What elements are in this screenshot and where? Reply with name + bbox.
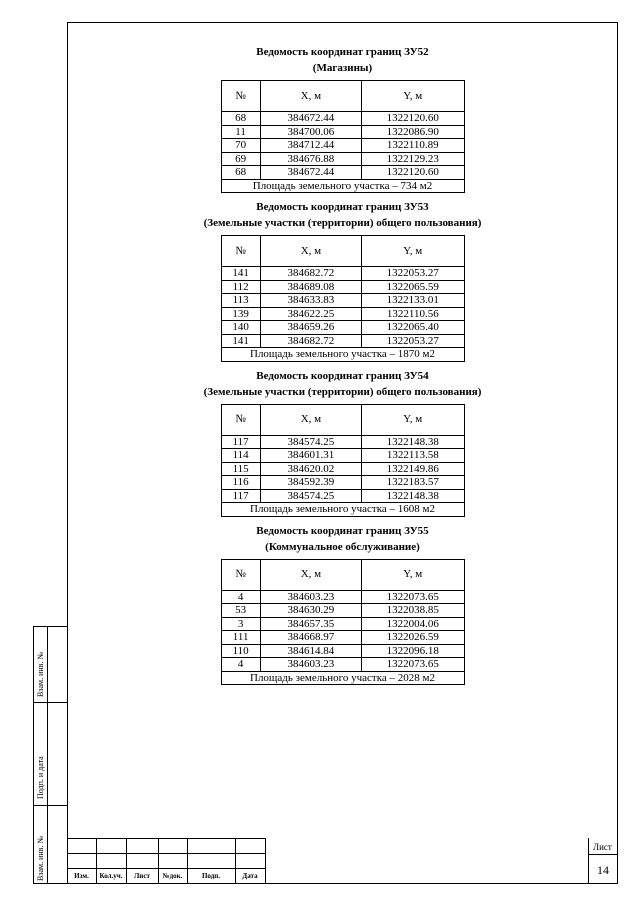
coord-table [221,235,465,362]
sheet-number: 14 [597,863,609,877]
table-cell: 384592.39 [260,476,361,490]
column-header: № [221,404,260,435]
area-row: Площадь земельного участка – 1870 м2 [221,348,464,362]
coord-section [67,523,618,686]
section-title: Ведомость координат границ ЗУ55 [256,524,429,537]
table-cell: 384614.84 [260,644,361,658]
table-cell: 116 [221,476,260,490]
table-row [221,307,464,321]
table-cell: 384668.97 [260,631,361,645]
table-cell: 1322183.57 [362,476,464,490]
column-header: X, м [260,81,361,112]
stamp-col-izm: Изм. [74,872,89,880]
table-cell: 384601.31 [260,449,361,463]
table-cell: 384603.23 [260,658,361,672]
document-body [67,44,618,691]
table-cell: 111 [221,631,260,645]
column-header: X, м [260,559,361,590]
table-cell: 11 [221,125,260,139]
table-row [221,334,464,348]
section-title: Ведомость координат границ ЗУ52 [256,46,429,58]
table-row [221,644,464,658]
table-row [221,267,464,281]
table-cell: 384659.26 [260,321,361,335]
side-strip [33,626,67,884]
table-cell: 384574.25 [260,435,361,449]
table-cell: 384574.25 [260,489,361,503]
table-cell: 384700.06 [260,125,361,139]
table-cell: 141 [221,267,260,281]
table-cell: 68 [221,112,260,126]
stamp-col-ndok: №док. [162,872,183,880]
table-cell: 4 [221,590,260,604]
stamp-col-data: Дата [242,872,258,880]
table-cell: 1322113.58 [362,449,464,463]
table-row [221,125,464,139]
stamp-col-podp: Подп. [201,872,221,880]
table-cell: 1322110.56 [362,307,464,321]
table-cell: 1322086.90 [362,125,465,139]
table-cell: 1322065.40 [362,321,464,335]
table-cell: 384603.23 [260,590,361,604]
table-row [221,658,464,672]
table-cell: 1322110.89 [362,139,465,153]
table-row [221,152,464,166]
section-subtitle: (Магазины) [312,62,373,74]
table-cell: 384672.44 [260,166,361,180]
column-header: X, м [260,404,361,435]
table-cell: 140 [221,321,260,335]
table-cell: 70 [221,139,260,153]
table-cell: 1322120.60 [362,166,465,180]
table-cell: 1322148.38 [362,435,464,449]
table-row [221,294,464,308]
table-row [221,139,464,153]
table-row [221,631,464,645]
table-cell: 117 [221,435,260,449]
section-subtitle: (Коммунальное обслуживание) [265,540,420,553]
coord-section [67,199,618,362]
table-row [221,462,464,476]
table-cell: 69 [221,152,260,166]
table-cell: 1322148.38 [362,489,464,503]
coord-table [221,559,465,686]
column-header: Y, м [362,236,464,267]
column-header: Y, м [362,81,465,112]
area-row: Площадь земельного участка – 2028 м2 [221,671,464,685]
area-row: Площадь земельного участка – 734 м2 [221,179,464,193]
table-row [221,166,464,180]
column-header: № [221,236,260,267]
table-cell: 113 [221,294,260,308]
table-row [221,321,464,335]
table-cell: 1322053.27 [362,267,464,281]
section-title: Ведомость координат границ ЗУ53 [256,201,429,213]
column-header: № [221,559,260,590]
table-row [221,604,464,618]
table-cell: 1322073.65 [362,590,464,604]
table-cell: 1322038.85 [362,604,464,618]
section-subtitle: (Земельные участки (территории) общего пользования) [203,385,482,398]
table-cell: 384620.02 [260,462,361,476]
table-cell: 68 [221,166,260,180]
table-row [221,617,464,631]
side-label-inv2: Взам. инв. № [36,835,45,881]
table-cell: 1322149.86 [362,462,464,476]
table-cell: 141 [221,334,260,348]
table-row [221,435,464,449]
table-row [221,449,464,463]
table-cell: 115 [221,462,260,476]
table-row [221,476,464,490]
table-cell: 139 [221,307,260,321]
table-cell: 1322053.27 [362,334,464,348]
table-cell: 1322133.01 [362,294,464,308]
column-header: Y, м [362,559,464,590]
table-cell: 53 [221,604,260,618]
table-cell: 384682.72 [260,334,361,348]
table-cell: 4 [221,658,260,672]
table-cell: 1322065.59 [362,280,464,294]
stamp-col-koluch: Кол.уч. [99,872,123,880]
column-header: № [221,81,260,112]
table-cell: 1322004.06 [362,617,464,631]
table-cell: 384633.83 [260,294,361,308]
section-subtitle: (Земельные участки (территории) общего пользования) [203,217,482,229]
table-cell: 384672.44 [260,112,361,126]
table-row [221,112,464,126]
title-block [67,838,618,884]
table-row [221,489,464,503]
table-cell: 384682.72 [260,267,361,281]
table-cell: 384630.29 [260,604,361,618]
table-cell: 110 [221,644,260,658]
sheet-label: Лист [593,842,612,852]
table-cell: 112 [221,280,260,294]
side-label-sign-date: Подп. и дата [36,756,45,799]
table-cell: 1322026.59 [362,631,464,645]
table-cell: 384657.35 [260,617,361,631]
coord-section [67,368,618,517]
table-row [221,590,464,604]
section-title: Ведомость координат границ ЗУ54 [256,369,429,382]
table-cell: 114 [221,449,260,463]
table-cell: 384676.88 [260,152,361,166]
table-cell: 1322120.60 [362,112,465,126]
coord-table [221,404,465,517]
table-cell: 1322096.18 [362,644,464,658]
side-label-inv1: Взам. инв. № [36,651,45,697]
coord-table [221,80,465,193]
table-cell: 3 [221,617,260,631]
area-row: Площадь земельного участка – 1608 м2 [221,503,464,517]
table-cell: 384622.25 [260,307,361,321]
stamp-col-list: Лист [134,872,150,880]
table-cell: 1322073.65 [362,658,464,672]
table-row [221,280,464,294]
table-cell: 384689.08 [260,280,361,294]
coord-section [67,44,618,193]
table-cell: 384712.44 [260,139,361,153]
column-header: X, м [260,236,361,267]
table-cell: 1322129.23 [362,152,465,166]
table-cell: 117 [221,489,260,503]
column-header: Y, м [362,404,464,435]
